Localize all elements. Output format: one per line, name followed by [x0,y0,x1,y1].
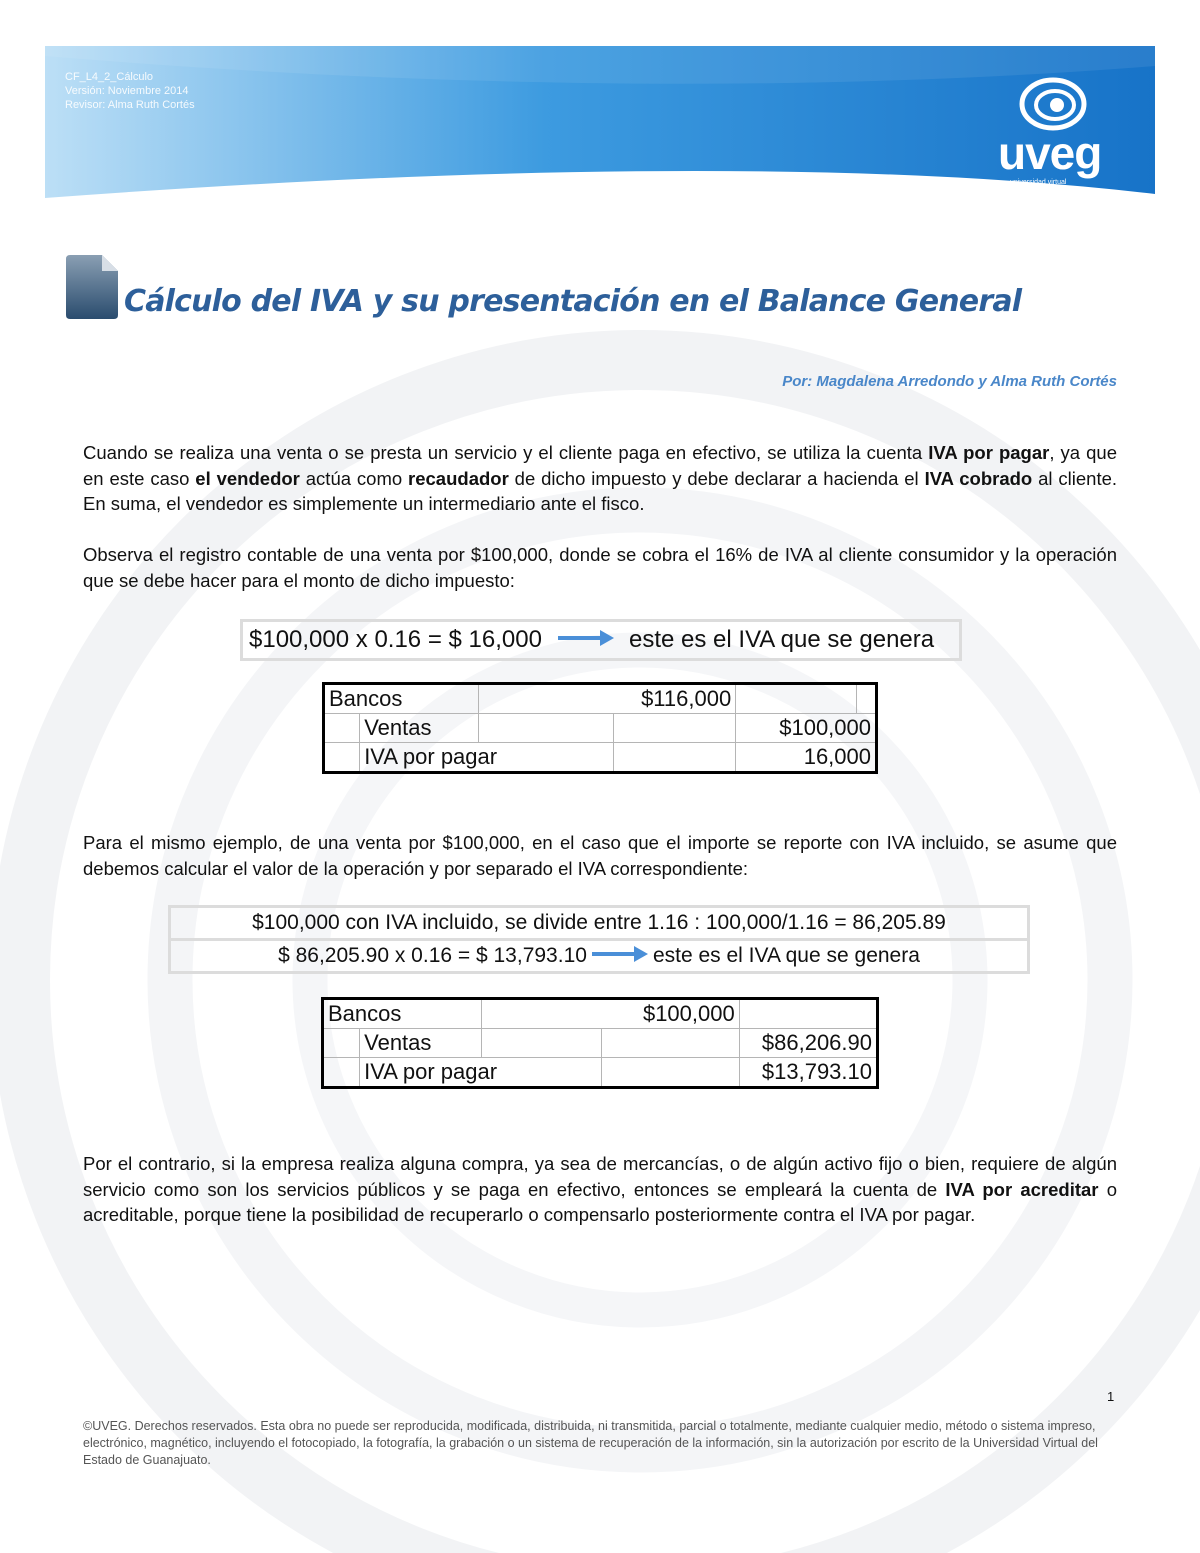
formula2-line1: $100,000 con IVA incluido, se divide entre 1.16 : 100,000/1.16 = 86,205.89 [168,905,1030,941]
table-row [323,1058,878,1088]
paragraph-iva-incluido: Para el mismo ejemplo, de una venta por $100,000, en el caso que el importe se reporte con IVA incluido, se asume que debemos calcular el valor de la operación y por separado el IVA correspondiente: [83,832,1117,879]
formula1-lhs: $100,000 x 0.16 = $ 16,000 [249,626,542,653]
meta-code: CF_L4_2_Cálculo [65,71,154,83]
ledger1-credit-ventas: $100,000 [736,714,877,743]
page-number: 1 [1107,1389,1115,1404]
ledger1-debit-bancos: $116,000 [478,684,735,714]
ledger-entry-2 [321,997,879,1089]
ledger2-indent-cell [323,1058,360,1088]
table-row [323,1029,878,1058]
p4-text-1: Por el contrario, si la empresa realiza alguna compra, ya sea de mercancías, o de algún activo fijo o bien, requiere de algún servicio como son los servicios públicos y se paga en efectivo, entonces se empleará la cuenta de [83,1153,1117,1200]
p1-bold-vendedor: el vendedor [195,467,300,489]
table-row [324,684,877,714]
copyright-footer: ©UVEG. Derechos reservados. Esta obra no puede ser reproducida, modificada, distribuida, ni transmitida, parcial o totalmente, mediante cualquier medio, método o sistema impreso, electrónico, magnético, incluyendo el fotocopiado, la fotografía, la grabación o un sistema de recuperación de la información, sin la autorización por escrito de la Universidad Virtual del Estado de Guanajuato. [83,1419,1098,1467]
ledger2-credit-bancos [739,999,877,1029]
ledger1-account-ventas: Ventas [360,714,479,743]
arrow-right-icon [558,627,618,649]
uveg-logo [996,76,1111,196]
header-background [45,46,1155,201]
logo-tagline [1010,179,1089,195]
ledger1-empty-cell [856,684,876,714]
ledger1-indent-cell [324,743,360,773]
p1-bold-iva-por-pagar: IVA por pagar [928,442,1050,463]
ledger2-account-iva: IVA por pagar [360,1058,601,1088]
ledger1-debit-iva [613,743,736,773]
header-banner [45,46,1155,201]
formula1-rhs: este es el IVA que se genera [629,626,935,653]
meta-version: Versión: Noviembre 2014 [65,85,189,97]
ledger2-account-bancos: Bancos [323,999,482,1029]
ledger2-credit-iva: $13,793.10 [739,1058,877,1088]
ledger1-indent-cell [324,714,360,743]
arrow-right-icon [592,943,652,965]
logo-swirl-icon [1018,76,1088,131]
document-meta [65,70,195,112]
ledger1-credit-iva: 16,000 [736,743,877,773]
logo-tag-line2: del estado de guanajuato [1010,187,1089,194]
p1-text-4: de dicho impuesto y debe declarar a hacienda el [508,467,925,489]
p4-bold-iva-por-acreditar: IVA por acreditar [945,1178,1099,1200]
p1-text-2: , ya que en este caso [83,442,1118,489]
ledger1-empty-cell [478,714,613,743]
document-author: Por: Magdalena Arredondo y Alma Ruth Cortés [782,373,1117,390]
paragraph-iva-por-acreditar [83,1151,1117,1228]
ledger2-debit-iva [601,1058,739,1088]
ledger2-empty-cell [481,1029,601,1058]
formula2-line2-rhs: este es el IVA que se genera [652,944,920,967]
ledger1-account-bancos: Bancos [324,684,479,714]
document-icon [66,255,118,319]
p1-text-1: Cuando se realiza una venta o se presta un servicio y el cliente paga en efectivo, se utiliza la cuenta [83,442,929,463]
meta-reviewer: Revisor: Alma Ruth Cortés [65,99,195,111]
p1-text-3: actúa como [299,467,409,489]
document-title: Cálculo del IVA y su presentación en el Balance General [124,284,1022,319]
formula2-line2-lhs: $ 86,205.90 x 0.16 = $ 13,793.10 [278,944,587,967]
p4-text-2: o acreditable, porque tiene la posibilidad de recuperarlo o compensarlo posteriormente contra el IVA por pagar. [83,1178,1117,1225]
paragraph-example-intro: Observa el registro contable de una venta por $100,000, donde se cobra el 16% de IVA al cliente consumidor y la operación que se debe hacer para el monto de dicho impuesto: [83,544,1117,591]
p1-bold-iva-cobrado: IVA cobrado [924,467,1033,489]
ledger1-credit-bancos [736,684,857,714]
ledger1-debit-ventas [613,714,736,743]
ledger2-credit-ventas: $86,206.90 [739,1029,877,1058]
p1-bold-recaudador: recaudador [408,467,509,489]
ledger2-indent-cell [323,1029,360,1058]
p1-text-5: al cliente. En suma, el vendedor es simplemente un intermediario ante el fisco. [83,467,1118,514]
ledger2-debit-ventas [601,1029,739,1058]
ledger2-account-ventas: Ventas [360,1029,482,1058]
paragraph-iva-por-pagar [83,440,1117,517]
ledger2-debit-bancos: $100,000 [481,999,739,1029]
logo-word: uveg [998,127,1102,179]
ledger1-account-iva: IVA por pagar [360,743,613,773]
ledger-entry-1 [322,682,878,774]
table-row [324,743,877,773]
table-row [323,999,878,1029]
logo-tag-line1: universidad virtual [1010,179,1067,186]
table-row [324,714,877,743]
